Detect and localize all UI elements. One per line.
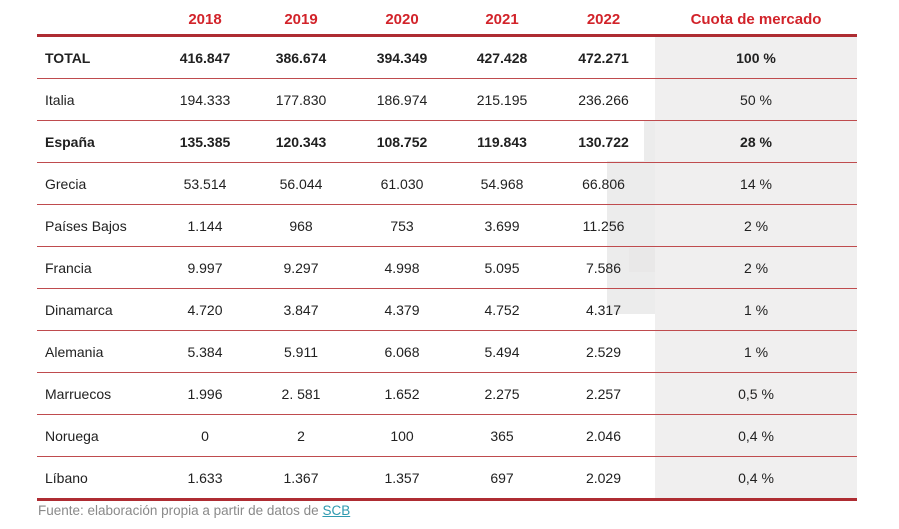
value-cell: 427.428 (452, 36, 552, 79)
value-cell: 5.911 (250, 331, 352, 373)
value-cell: 394.349 (352, 36, 452, 79)
value-cell: 0 (160, 415, 250, 457)
row-label-cell: Dinamarca (37, 289, 160, 331)
value-cell: 1.144 (160, 205, 250, 247)
table-row (37, 247, 857, 289)
table-row (37, 205, 857, 247)
value-cell: 3.847 (250, 289, 352, 331)
value-cell: 54.968 (452, 163, 552, 205)
value-cell: 2 (250, 415, 352, 457)
market-share-cell: 14 % (655, 163, 857, 205)
value-cell: 215.195 (452, 79, 552, 121)
row-label-cell: Alemania (37, 331, 160, 373)
source-note-text: Fuente: elaboración propia a partir de datos de (38, 503, 323, 518)
scb-link[interactable]: SCB (322, 503, 351, 518)
column-header: 2019 (250, 4, 352, 36)
row-label-column-header (37, 4, 160, 36)
row-label-cell: Francia (37, 247, 160, 289)
value-cell: 1.652 (352, 373, 452, 415)
row-label-cell: Italia (37, 79, 160, 121)
column-header: 2022 (552, 4, 655, 36)
value-cell: 108.752 (352, 121, 452, 163)
market-share-cell: 50 % (655, 79, 857, 121)
value-cell: 4.998 (352, 247, 452, 289)
row-label-cell: Grecia (37, 163, 160, 205)
value-cell: 386.674 (250, 36, 352, 79)
value-cell: 2.529 (552, 331, 655, 373)
value-cell: 130.722 (552, 121, 655, 163)
column-header: Cuota de mercado (655, 4, 857, 36)
value-cell: 1.357 (352, 457, 452, 500)
column-header: 2020 (352, 4, 452, 36)
value-cell: 416.847 (160, 36, 250, 79)
value-cell: 66.806 (552, 163, 655, 205)
value-cell: 4.752 (452, 289, 552, 331)
row-label-cell: España (37, 121, 160, 163)
row-label-cell: Países Bajos (37, 205, 160, 247)
value-cell: 697 (452, 457, 552, 500)
value-cell: 2.046 (552, 415, 655, 457)
value-cell: 6.068 (352, 331, 452, 373)
value-cell: 7.586 (552, 247, 655, 289)
row-label-cell: TOTAL (37, 36, 160, 79)
value-cell: 4.720 (160, 289, 250, 331)
value-cell: 61.030 (352, 163, 452, 205)
value-cell: 4.317 (552, 289, 655, 331)
value-cell: 968 (250, 205, 352, 247)
value-cell: 100 (352, 415, 452, 457)
market-share-cell: 28 % (655, 121, 857, 163)
value-cell: 119.843 (452, 121, 552, 163)
value-cell: 2.275 (452, 373, 552, 415)
market-share-cell: 100 % (655, 36, 857, 79)
value-cell: 2. 581 (250, 373, 352, 415)
table-row (37, 121, 857, 163)
value-cell: 177.830 (250, 79, 352, 121)
market-share-table (37, 4, 857, 501)
value-cell: 365 (452, 415, 552, 457)
table-row (37, 163, 857, 205)
value-cell: 236.266 (552, 79, 655, 121)
value-cell: 120.343 (250, 121, 352, 163)
value-cell: 1.996 (160, 373, 250, 415)
value-cell: 53.514 (160, 163, 250, 205)
market-share-cell: 0,4 % (655, 457, 857, 500)
table-header-row (37, 4, 857, 36)
table-row (37, 373, 857, 415)
value-cell: 1.367 (250, 457, 352, 500)
value-cell: 194.333 (160, 79, 250, 121)
value-cell: 186.974 (352, 79, 452, 121)
value-cell: 56.044 (250, 163, 352, 205)
table-row (37, 289, 857, 331)
column-header: 2021 (452, 4, 552, 36)
market-share-cell: 2 % (655, 247, 857, 289)
table-row (37, 331, 857, 373)
value-cell: 5.095 (452, 247, 552, 289)
value-cell: 5.384 (160, 331, 250, 373)
market-share-cell: 1 % (655, 289, 857, 331)
table-row (37, 79, 857, 121)
row-label-cell: Marruecos (37, 373, 160, 415)
value-cell: 11.256 (552, 205, 655, 247)
value-cell: 135.385 (160, 121, 250, 163)
market-share-cell: 0,4 % (655, 415, 857, 457)
value-cell: 5.494 (452, 331, 552, 373)
market-share-cell: 0,5 % (655, 373, 857, 415)
row-label-cell: Noruega (37, 415, 160, 457)
market-share-cell: 1 % (655, 331, 857, 373)
market-share-cell: 2 % (655, 205, 857, 247)
source-note (38, 503, 350, 518)
value-cell: 9.997 (160, 247, 250, 289)
value-cell: 1.633 (160, 457, 250, 500)
value-cell: 4.379 (352, 289, 452, 331)
value-cell: 2.029 (552, 457, 655, 500)
table-row (37, 457, 857, 500)
table-row (37, 36, 857, 79)
column-header: 2018 (160, 4, 250, 36)
row-label-cell: Líbano (37, 457, 160, 500)
value-cell: 472.271 (552, 36, 655, 79)
value-cell: 9.297 (250, 247, 352, 289)
value-cell: 2.257 (552, 373, 655, 415)
value-cell: 3.699 (452, 205, 552, 247)
value-cell: 753 (352, 205, 452, 247)
table-row (37, 415, 857, 457)
